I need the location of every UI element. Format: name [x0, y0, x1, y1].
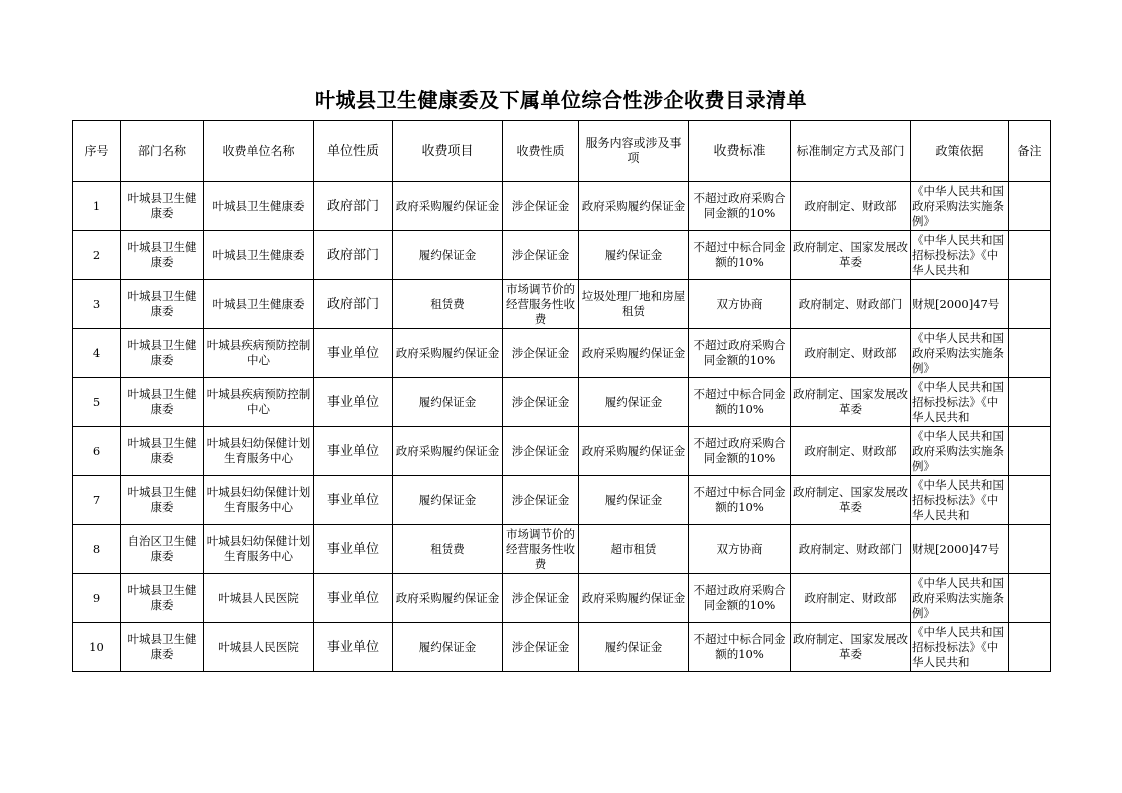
cell-item: 租赁费 — [393, 280, 503, 329]
cell-dept: 叶城县卫生健康委 — [121, 476, 204, 525]
cell-service: 履约保证金 — [579, 476, 689, 525]
cell-no: 6 — [73, 427, 121, 476]
cell-method: 政府制定、国家发展改革委 — [791, 476, 911, 525]
cell-dept: 自治区卫生健康委 — [121, 525, 204, 574]
cell-fee-nature: 涉企保证金 — [503, 427, 579, 476]
cell-no: 8 — [73, 525, 121, 574]
cell-policy — [911, 623, 1009, 672]
policy-text: 《中华人民共和国招标投标法》《中华人民共和 — [912, 477, 1004, 522]
cell-unit: 叶城县妇幼保健计划生育服务中心 — [204, 525, 314, 574]
cell-item: 政府采购履约保证金 — [393, 574, 503, 623]
cell-nature: 事业单位 — [314, 329, 393, 378]
cell-no: 9 — [73, 574, 121, 623]
cell-standard: 不超过政府采购合同金额的10% — [689, 427, 791, 476]
header-remark: 备注 — [1009, 121, 1051, 182]
cell-policy — [911, 182, 1009, 231]
cell-no: 3 — [73, 280, 121, 329]
cell-standard: 双方协商 — [689, 280, 791, 329]
cell-fee-nature: 市场调节价的经营服务性收费 — [503, 280, 579, 329]
cell-unit: 叶城县妇幼保健计划生育服务中心 — [204, 476, 314, 525]
cell-unit: 叶城县人民医院 — [204, 574, 314, 623]
policy-text: 《中华人民共和国招标投标法》《中华人民共和 — [912, 379, 1004, 424]
cell-standard: 不超过中标合同金额的10% — [689, 476, 791, 525]
cell-item: 租赁费 — [393, 525, 503, 574]
cell-dept: 叶城县卫生健康委 — [121, 574, 204, 623]
cell-nature: 政府部门 — [314, 182, 393, 231]
cell-method: 政府制定、财政部门 — [791, 280, 911, 329]
cell-standard: 不超过政府采购合同金额的10% — [689, 182, 791, 231]
table-row — [73, 231, 1051, 280]
cell-standard: 双方协商 — [689, 525, 791, 574]
cell-nature: 事业单位 — [314, 623, 393, 672]
cell-remark — [1009, 182, 1051, 231]
cell-dept: 叶城县卫生健康委 — [121, 182, 204, 231]
cell-nature: 事业单位 — [314, 574, 393, 623]
cell-policy — [911, 280, 1009, 329]
cell-no: 10 — [73, 623, 121, 672]
table-body — [73, 182, 1051, 672]
table-row — [73, 574, 1051, 623]
cell-remark — [1009, 525, 1051, 574]
cell-service: 政府采购履约保证金 — [579, 182, 689, 231]
cell-remark — [1009, 476, 1051, 525]
policy-text: 《中华人民共和国招标投标法》《中华人民共和 — [912, 624, 1004, 669]
cell-no: 7 — [73, 476, 121, 525]
cell-fee-nature: 涉企保证金 — [503, 378, 579, 427]
cell-service: 垃圾处理厂地和房屋租赁 — [579, 280, 689, 329]
header-dept: 部门名称 — [121, 121, 204, 182]
cell-service: 超市租赁 — [579, 525, 689, 574]
table-row — [73, 329, 1051, 378]
policy-text: 《中华人民共和国政府采购法实施条例》 — [912, 575, 1004, 620]
cell-remark — [1009, 378, 1051, 427]
cell-item: 履约保证金 — [393, 378, 503, 427]
cell-standard: 不超过中标合同金额的10% — [689, 231, 791, 280]
policy-text: 财规[2000]47号 — [912, 541, 1000, 556]
cell-policy — [911, 378, 1009, 427]
cell-method: 政府制定、财政部 — [791, 329, 911, 378]
cell-unit: 叶城县人民医院 — [204, 623, 314, 672]
cell-service: 政府采购履约保证金 — [579, 574, 689, 623]
cell-nature: 事业单位 — [314, 427, 393, 476]
header-item: 收费项目 — [393, 121, 503, 182]
header-service: 服务内容或涉及事项 — [579, 121, 689, 182]
cell-item: 政府采购履约保证金 — [393, 427, 503, 476]
cell-service: 履约保证金 — [579, 623, 689, 672]
cell-unit: 叶城县妇幼保健计划生育服务中心 — [204, 427, 314, 476]
policy-text: 《中华人民共和国招标投标法》《中华人民共和 — [912, 232, 1004, 277]
table-row — [73, 378, 1051, 427]
cell-method: 政府制定、国家发展改革委 — [791, 231, 911, 280]
cell-item: 履约保证金 — [393, 623, 503, 672]
table-header-row — [73, 121, 1051, 182]
cell-standard: 不超过中标合同金额的10% — [689, 378, 791, 427]
table-row — [73, 182, 1051, 231]
cell-fee-nature: 涉企保证金 — [503, 231, 579, 280]
cell-service: 政府采购履约保证金 — [579, 427, 689, 476]
cell-fee-nature: 涉企保证金 — [503, 574, 579, 623]
header-standard: 收费标准 — [689, 121, 791, 182]
table-row — [73, 476, 1051, 525]
cell-service: 政府采购履约保证金 — [579, 329, 689, 378]
cell-dept: 叶城县卫生健康委 — [121, 378, 204, 427]
cell-policy — [911, 329, 1009, 378]
cell-nature: 事业单位 — [314, 476, 393, 525]
cell-unit: 叶城县疾病预防控制中心 — [204, 378, 314, 427]
cell-method: 政府制定、财政部门 — [791, 525, 911, 574]
cell-nature: 事业单位 — [314, 525, 393, 574]
cell-service: 履约保证金 — [579, 231, 689, 280]
cell-fee-nature: 涉企保证金 — [503, 182, 579, 231]
cell-item: 政府采购履约保证金 — [393, 329, 503, 378]
cell-fee-nature: 涉企保证金 — [503, 329, 579, 378]
cell-remark — [1009, 280, 1051, 329]
cell-no: 1 — [73, 182, 121, 231]
policy-text: 财规[2000]47号 — [912, 296, 1000, 311]
cell-no: 4 — [73, 329, 121, 378]
cell-policy — [911, 427, 1009, 476]
cell-remark — [1009, 329, 1051, 378]
cell-unit: 叶城县卫生健康委 — [204, 231, 314, 280]
cell-fee-nature: 涉企保证金 — [503, 623, 579, 672]
cell-policy — [911, 574, 1009, 623]
cell-policy — [911, 476, 1009, 525]
policy-text: 《中华人民共和国政府采购法实施条例》 — [912, 330, 1004, 375]
cell-method: 政府制定、国家发展改革委 — [791, 623, 911, 672]
cell-unit: 叶城县疾病预防控制中心 — [204, 329, 314, 378]
cell-method: 政府制定、国家发展改革委 — [791, 378, 911, 427]
cell-standard: 不超过政府采购合同金额的10% — [689, 574, 791, 623]
page-title: 叶城县卫生健康委及下属单位综合性涉企收费目录清单 — [315, 88, 807, 112]
cell-policy — [911, 231, 1009, 280]
table-row — [73, 427, 1051, 476]
table-row — [73, 280, 1051, 329]
cell-remark — [1009, 427, 1051, 476]
header-nature: 单位性质 — [314, 121, 393, 182]
cell-nature: 事业单位 — [314, 378, 393, 427]
header-unit: 收费单位名称 — [204, 121, 314, 182]
cell-dept: 叶城县卫生健康委 — [121, 231, 204, 280]
cell-dept: 叶城县卫生健康委 — [121, 623, 204, 672]
cell-policy — [911, 525, 1009, 574]
header-no: 序号 — [73, 121, 121, 182]
table-row — [73, 623, 1051, 672]
cell-dept: 叶城县卫生健康委 — [121, 280, 204, 329]
cell-item: 履约保证金 — [393, 476, 503, 525]
cell-item: 政府采购履约保证金 — [393, 182, 503, 231]
cell-no: 5 — [73, 378, 121, 427]
cell-fee-nature: 市场调节价的经营服务性收费 — [503, 525, 579, 574]
cell-unit: 叶城县卫生健康委 — [204, 182, 314, 231]
cell-nature: 政府部门 — [314, 280, 393, 329]
cell-method: 政府制定、财政部 — [791, 574, 911, 623]
cell-remark — [1009, 574, 1051, 623]
cell-standard: 不超过政府采购合同金额的10% — [689, 329, 791, 378]
cell-standard: 不超过中标合同金额的10% — [689, 623, 791, 672]
cell-dept: 叶城县卫生健康委 — [121, 329, 204, 378]
cell-unit: 叶城县卫生健康委 — [204, 280, 314, 329]
cell-nature: 政府部门 — [314, 231, 393, 280]
header-method: 标准制定方式及部门 — [791, 121, 911, 182]
cell-method: 政府制定、财政部 — [791, 182, 911, 231]
header-fee-nature: 收费性质 — [503, 121, 579, 182]
cell-no: 2 — [73, 231, 121, 280]
cell-method: 政府制定、财政部 — [791, 427, 911, 476]
cell-fee-nature: 涉企保证金 — [503, 476, 579, 525]
fee-table — [72, 120, 1051, 672]
header-policy: 政策依据 — [911, 121, 1009, 182]
policy-text: 《中华人民共和国政府采购法实施条例》 — [912, 183, 1004, 228]
table-row — [73, 525, 1051, 574]
cell-item: 履约保证金 — [393, 231, 503, 280]
cell-dept: 叶城县卫生健康委 — [121, 427, 204, 476]
cell-remark — [1009, 231, 1051, 280]
cell-service: 履约保证金 — [579, 378, 689, 427]
policy-text: 《中华人民共和国政府采购法实施条例》 — [912, 428, 1004, 473]
cell-remark — [1009, 623, 1051, 672]
